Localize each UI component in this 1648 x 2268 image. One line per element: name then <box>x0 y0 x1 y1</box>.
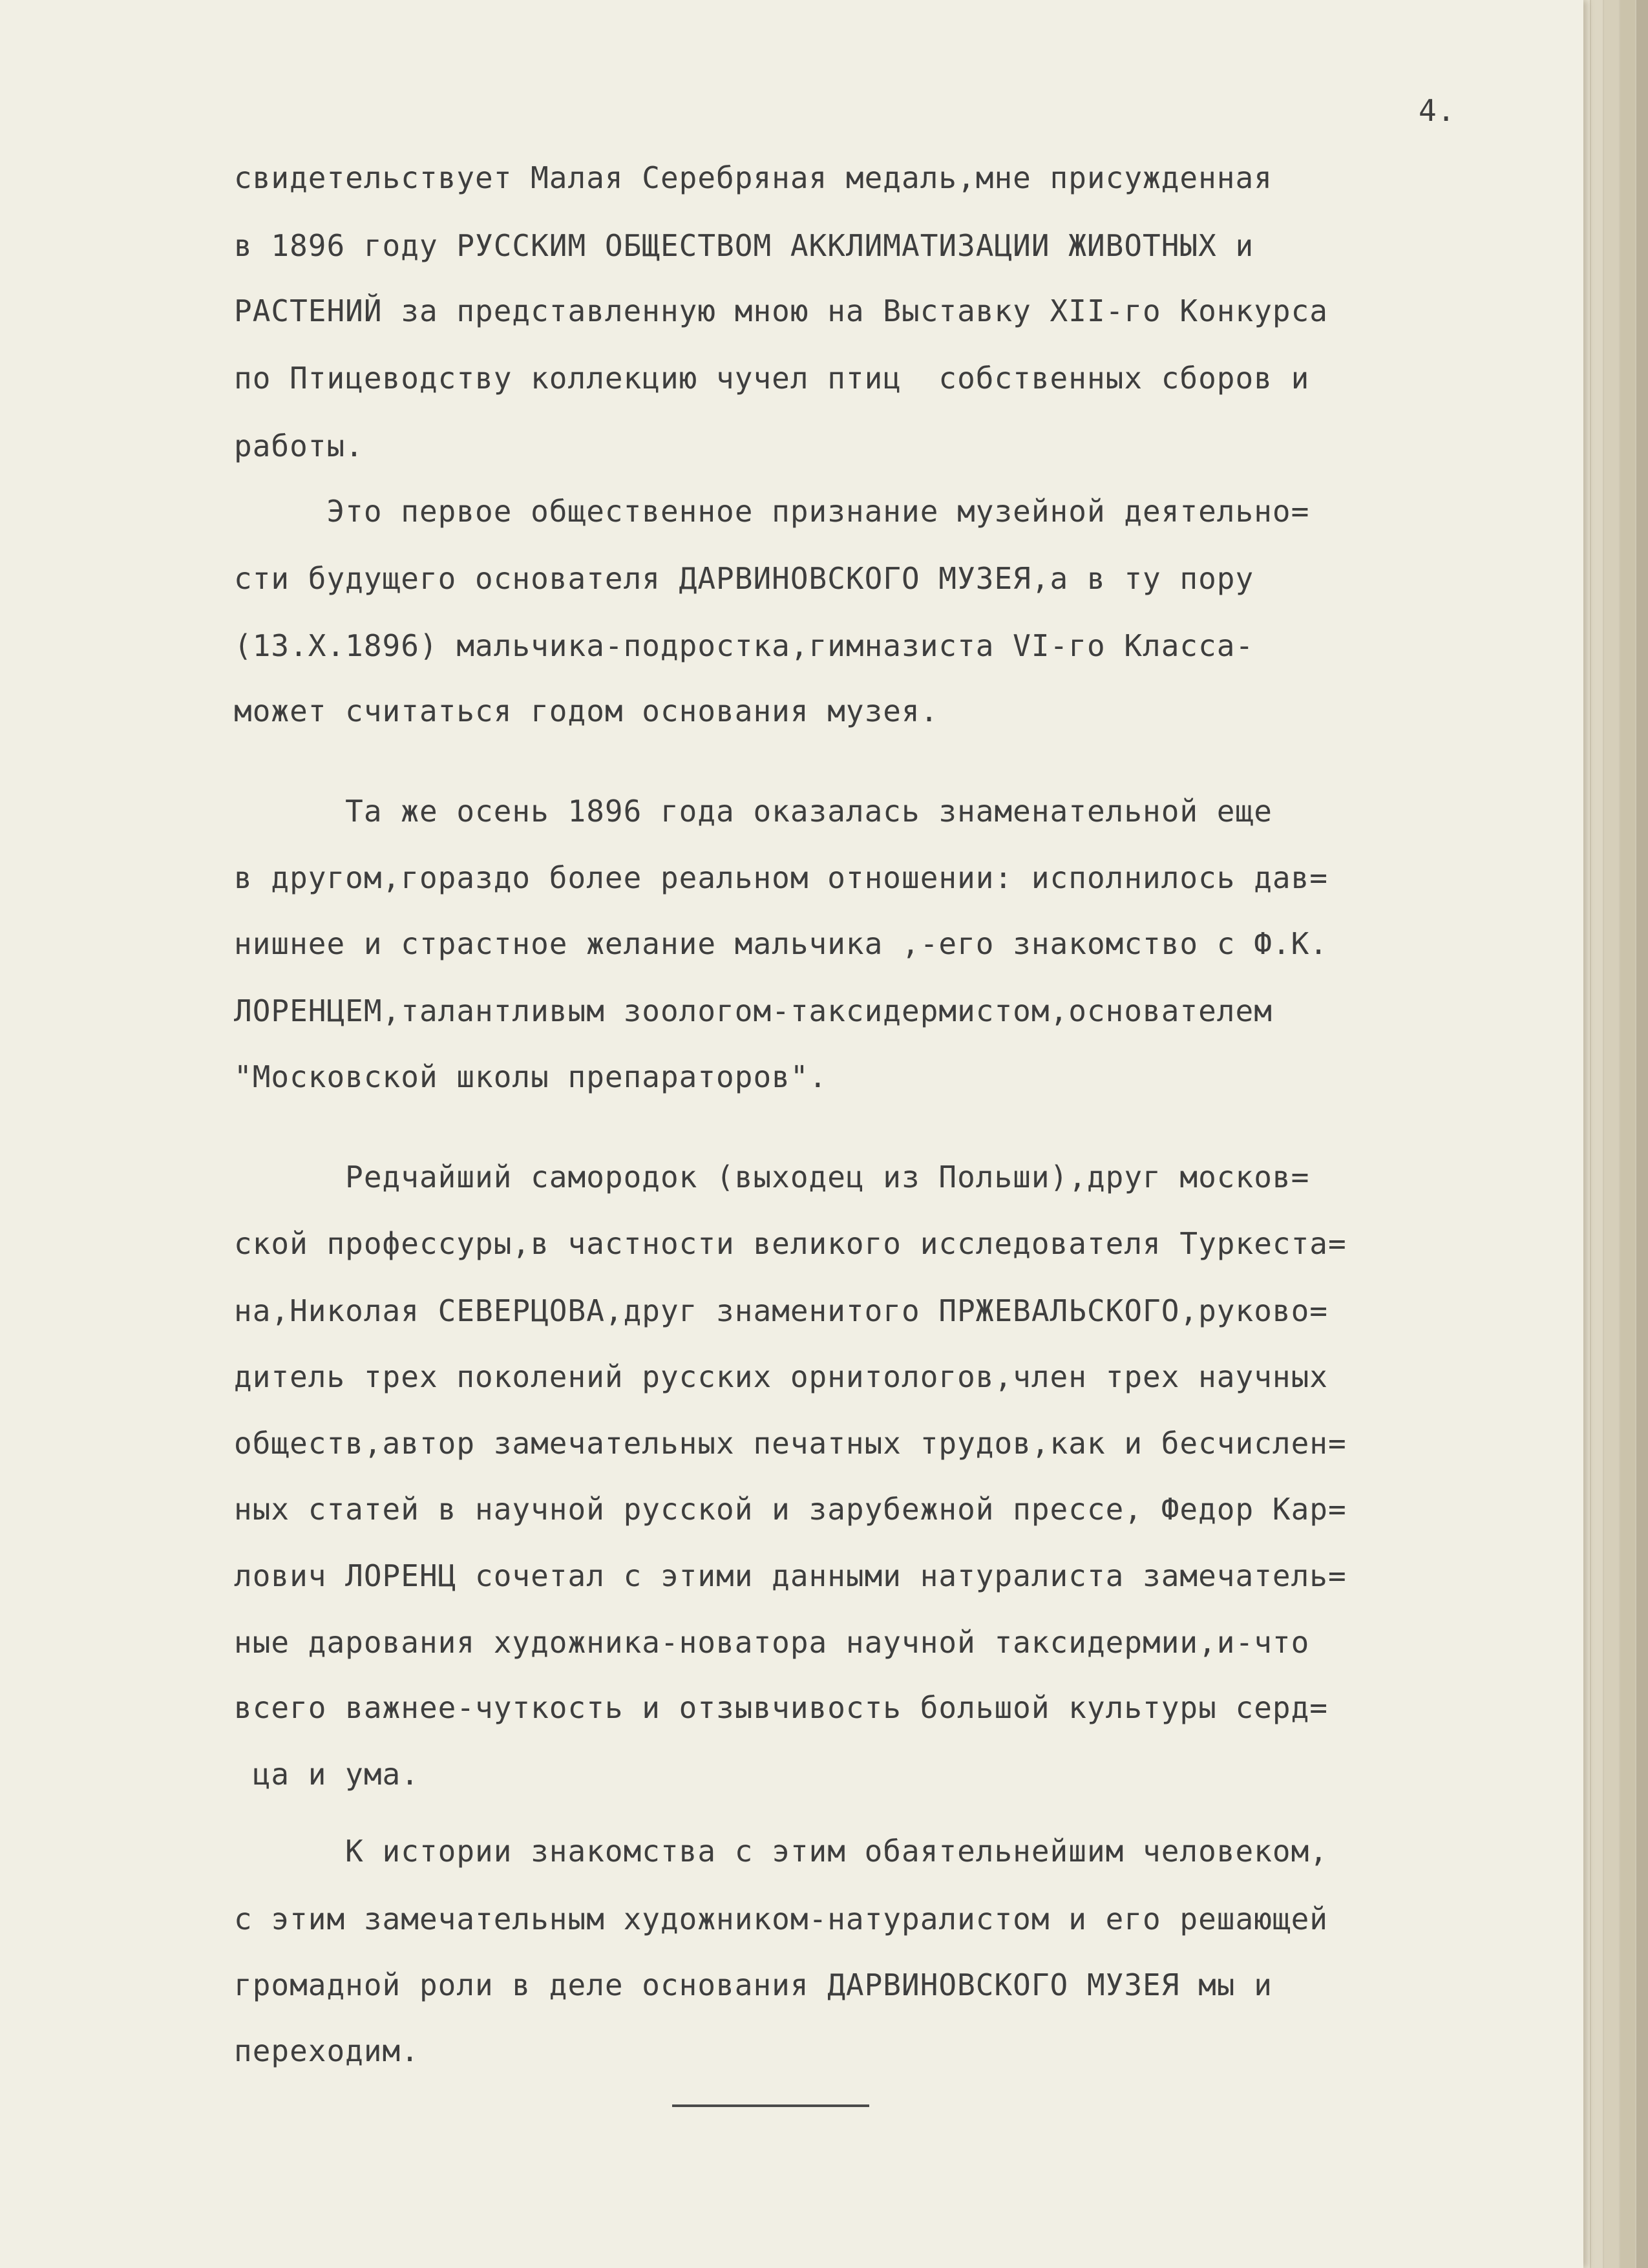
text-line: РАСТЕНИЙ за представленную мною на Выставку XII-го Конкурса <box>234 293 1328 328</box>
text-line: всего важнее-чуткость и отзывчивость большой культуры серд= <box>234 1690 1328 1725</box>
text-line: в 1896 году РУССКИМ ОБЩЕСТВОМ АККЛИМАТИЗАЦИИ ЖИВОТНЫХ и <box>234 228 1254 263</box>
text-line: сти будущего основателя ДАРВИНОВСКОГО МУЗЕЯ,а в ту пору <box>234 561 1254 596</box>
text-line: свидетельствует Малая Серебряная медаль,мне присужденная <box>234 160 1273 195</box>
text-line: громадной роли в деле основания ДАРВИНОВСКОГО МУЗЕЯ мы и <box>234 1967 1273 2002</box>
text-line: "Московской школы препараторов". <box>234 1059 828 1094</box>
text-line: ца и ума. <box>234 1757 419 1792</box>
text-line: (13.X.1896) мальчика-подростка,гимназиста VI-го Класса- <box>234 628 1254 663</box>
text-line: Это первое общественное признание музейной деятельно= <box>234 494 1310 529</box>
text-line: по Птицеводству коллекцию чучел птиц собственных сборов и <box>234 361 1310 396</box>
text-line: Редчайший самородок (выходец из Польши),друг москов= <box>234 1160 1310 1194</box>
text-line: обществ,автор замечательных печатных трудов,как и бесчислен= <box>234 1426 1347 1461</box>
text-line: в другом,гораздо более реальном отношении: исполнилось дав= <box>234 860 1328 895</box>
text-line: может считаться годом основания музея. <box>234 694 939 728</box>
text-line: работы. <box>234 429 364 463</box>
text-line: ской профессуры,в частности великого исследователя Туркеста= <box>234 1226 1347 1261</box>
text-line: дитель трех поколений русских орнитологов,член трех научных <box>234 1359 1328 1394</box>
text-line: К истории знакомства с этим обаятельнейшим человеком, <box>234 1834 1328 1869</box>
text-line: ЛОРЕНЦЕМ,талантливым зоологом-таксидермистом,основателем <box>234 993 1273 1028</box>
text-line: ные дарования художника-новатора научной таксидермии,и-что <box>234 1625 1310 1660</box>
page-number: 4. <box>1419 93 1456 128</box>
paper-edge <box>1635 0 1648 2268</box>
closing-rule <box>672 2104 869 2107</box>
text-line: нишнее и страстное желание мальчика ,-его знакомство с Ф.К. <box>234 926 1328 961</box>
text-line: переходим. <box>234 2033 419 2068</box>
text-line: Та же осень 1896 года оказалась знаменательной еще <box>234 794 1273 829</box>
text-line: на,Николая СЕВЕРЦОВА,друг знаменитого ПРЖЕВАЛЬСКОГО,руково= <box>234 1293 1328 1328</box>
text-line: лович ЛОРЕНЦ сочетал с этими данными натуралиста замечатель= <box>234 1558 1347 1593</box>
text-line: с этим замечательным художником-натуралистом и его решающей <box>234 1902 1328 1936</box>
text-line: ных статей в научной русской и зарубежной прессе, Федор Кар= <box>234 1492 1347 1527</box>
